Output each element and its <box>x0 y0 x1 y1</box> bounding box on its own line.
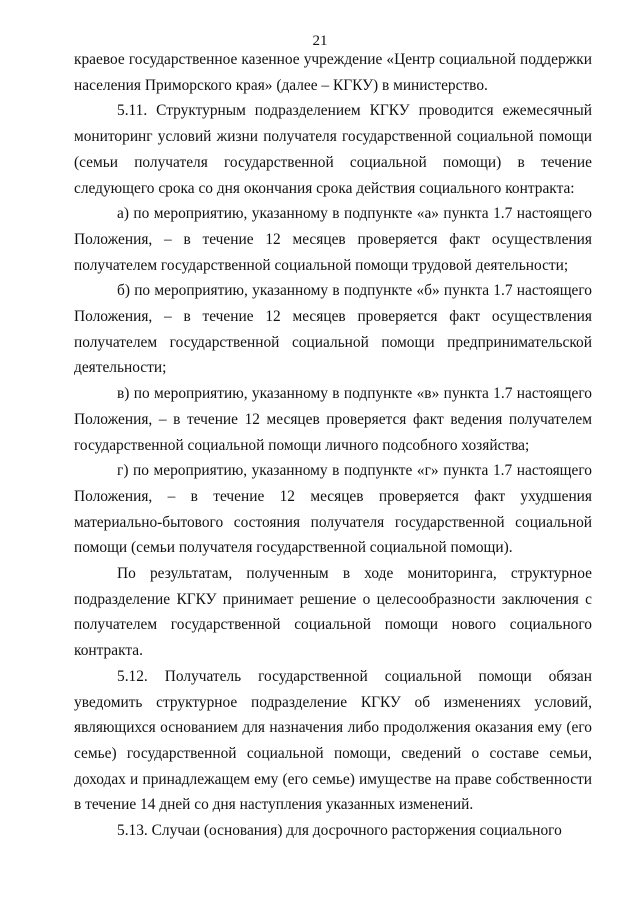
page-number: 21 <box>312 33 328 49</box>
paragraph-item-v: в) по мероприятию, указанному в подпункте «в» пункта 1.7 настоящего Положения, – в течение 12 месяцев проверяется факт ведения получателем государственной социальной помощи личного подсобного хозяйства; <box>74 385 592 454</box>
paragraph-item-a: а) по мероприятию, указанному в подпункте «а» пункта 1.7 настоящего Положения, – в течение 12 месяцев проверяется факт осуществления получателем государственной социальной помощи трудовой деятельности; <box>74 205 592 274</box>
paragraph-item-g: г) по мероприятию, указанному в подпункте «г» пункта 1.7 настоящего Положения, – в течение 12 месяцев проверяется факт ухудшения материально-бытового состояния получателя государственной социальной помощи (семьи получателя государственной социальной помощи). <box>74 462 592 557</box>
paragraph-5-13: 5.13. Случаи (основания) для досрочного расторжения социального <box>117 822 562 840</box>
paragraph-continuation: краевое государственное казенное учреждение «Центр социальной поддержки населения Приморского края» (далее – КГКУ) в министерство. <box>74 51 592 94</box>
document-body <box>74 47 592 844</box>
paragraph-item-b: б) по мероприятию, указанному в подпункте «б» пункта 1.7 настоящего Положения, – в течение 12 месяцев проверяется факт осуществления получателем государственной социальной помощи предпринимательской деятельности; <box>74 282 592 377</box>
paragraph-5-12: 5.12. Получатель государственной социальной помощи обязан уведомить структурное подразделение КГКУ об изменениях условий, являющихся основанием для назначения либо продолжения оказания ему (его семье) государственной социальной помощи, сведений о составе семьи, доходах и принадлежащем ему (его семье) имуществе на праве собственности в течение 14 дней со дня наступления указанных изменений. <box>74 667 592 814</box>
paragraph-5-11: 5.11. Структурным подразделением КГКУ проводится ежемесячный мониторинг условий жизни получателя государственной социальной помощи (семьи получателя государственной социальной помощи) в течение следующего срока со дня окончания срока действия социального контракта: <box>74 102 592 197</box>
paragraph-monitoring-results: По результатам, полученным в ходе мониторинга, структурное подразделение КГКУ принимает решение о целесообразности заключения с получателем государственной социальной помощи нового социального контракта. <box>74 565 592 660</box>
